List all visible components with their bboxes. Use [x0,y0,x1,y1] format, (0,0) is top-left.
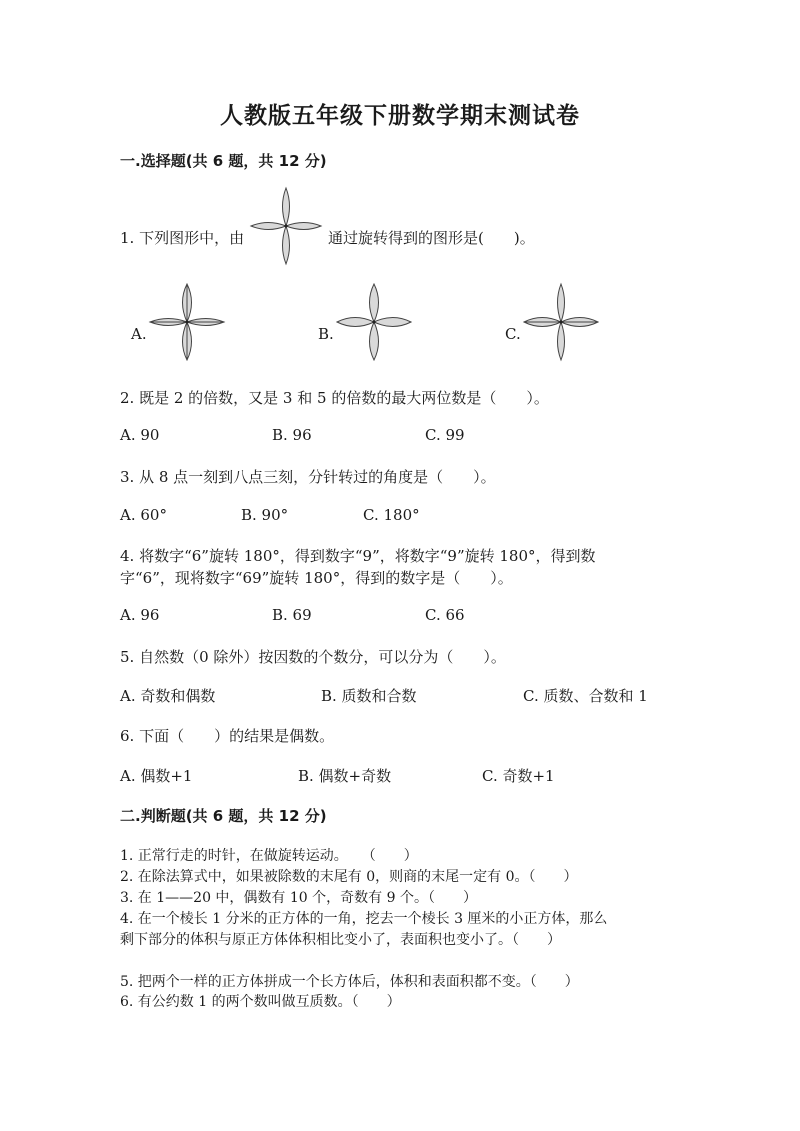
q5-option-b[interactable]: B. 质数和合数 [321,687,417,705]
q2-option-b[interactable]: B. 96 [272,426,312,444]
q6-option-b[interactable]: B. 偶数+奇数 [298,767,392,785]
page-title: 人教版五年级下册数学期末测试卷 [220,102,580,129]
judgement-item-5: 5. 把两个一样的正方体拼成一个长方体后，体积和表面积都不变。（ ） [120,974,579,990]
q4-text-line2: 字“6”，现将数字“69”旋转 180°，得到的数字是（ ）。 [120,569,513,587]
q3-option-c[interactable]: C. 180° [363,506,420,524]
q4-option-a[interactable]: A. 96 [120,606,160,624]
section-heading-choice: 一.选择题(共 6 题，共 12 分) [120,152,327,170]
judgement-item-4-line1: 4. 在一个棱长 1 分米的正方体的一角，挖去一个棱长 3 厘米的小正方体，那么 [120,911,608,927]
q1-reference-flower-figure [249,186,323,266]
q1-text-before: 1. 下列图形中，由 [120,229,245,247]
q6-option-a[interactable]: A. 偶数+1 [120,767,193,785]
judgement-item-4-line2: 剩下部分的体积与原正方体体积相比变小了，表面积也变小了。（ ） [120,932,561,948]
q3-option-b[interactable]: B. 90° [241,506,289,524]
q3-text: 3. 从 8 点一刻到八点三刻，分针转过的角度是（ ）。 [120,468,496,486]
q1-option-b-flower-figure[interactable] [335,282,413,362]
q2-option-c[interactable]: C. 99 [425,426,465,444]
judgement-item-1: 1. 正常行走的时针，在做旋转运动。 （ ） [120,848,418,864]
q1-text-after: 通过旋转得到的图形是( )。 [328,229,535,247]
q1-option-c-label[interactable]: C. [505,325,521,343]
q4-option-b[interactable]: B. 69 [272,606,312,624]
q5-option-a[interactable]: A. 奇数和偶数 [120,687,216,705]
judgement-item-2: 2. 在除法算式中，如果被除数的末尾有 0，则商的末尾一定有 0。（ ） [120,869,578,885]
q2-option-a[interactable]: A. 90 [120,426,160,444]
q5-option-c[interactable]: C. 质数、合数和 1 [523,687,648,705]
section-heading-judgement: 二.判断题(共 6 题，共 12 分) [120,807,327,825]
q1-option-a-flower-figure[interactable] [148,282,226,362]
q4-text-line1: 4. 将数字“6”旋转 180°，得到数字“9”，将数字“9”旋转 180°，得到数 [120,547,596,565]
q6-option-c[interactable]: C. 奇数+1 [482,767,555,785]
q6-text: 6. 下面（ ）的结果是偶数。 [120,727,335,745]
judgement-item-6: 6. 有公约数 1 的两个数叫做互质数。（ ） [120,994,401,1010]
q3-option-a[interactable]: A. 60° [120,506,167,524]
q1-option-b-label[interactable]: B. [318,325,334,343]
q1-option-c-flower-figure[interactable] [522,282,600,362]
q1-option-a-label[interactable]: A. [131,325,147,343]
q2-text: 2. 既是 2 的倍数，又是 3 和 5 的倍数的最大两位数是（ ）。 [120,389,549,407]
q4-option-c[interactable]: C. 66 [425,606,465,624]
q5-text: 5. 自然数（0 除外）按因数的个数分，可以分为（ ）。 [120,648,506,666]
judgement-item-3: 3. 在 1——20 中，偶数有 10 个，奇数有 9 个。（ ） [120,890,477,906]
